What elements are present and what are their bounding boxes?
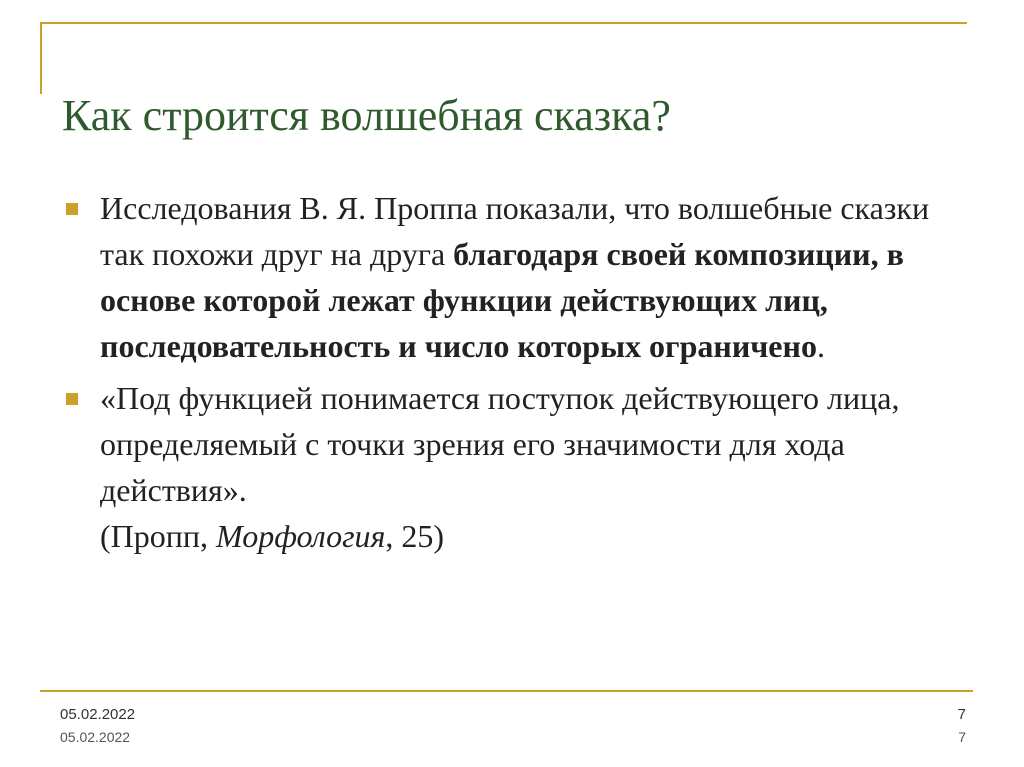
bullet-text-bold: благодаря своей композиции, в основе которой лежат функции действующих лиц, последовательность и число которых ограничено [100,236,904,364]
footer-page-number: 7 [957,706,966,723]
footer-page-number-secondary: 7 [958,729,966,745]
citation-close: , 25) [385,518,445,554]
bullet-text-end: . [816,328,825,364]
bullet-item-function-definition [60,375,960,559]
footer-date: 05.02.2022 [60,706,136,723]
slide-content [60,185,960,565]
frame-left-line [40,22,42,94]
citation-title: Морфология [216,518,386,554]
citation-open: (Пропп, [100,518,217,554]
footer-date-secondary: 05.02.2022 [60,729,131,745]
frame-top-line [40,22,967,24]
bullet-item-propp-research [60,185,960,369]
square-bullet-icon [66,203,78,215]
quote-text: «Под функцией понимается поступок действующего лица, определяемый с точки зрения его значимости для хода действия». [100,380,900,508]
bullet-text-normal: Исследования В. Я. Проппа показали, что волшебные сказки так похожи друг на друга [100,190,930,272]
slide-title: Как строится волшебная сказка? [62,91,671,140]
square-bullet-icon [66,393,78,405]
footer-divider [40,690,973,692]
